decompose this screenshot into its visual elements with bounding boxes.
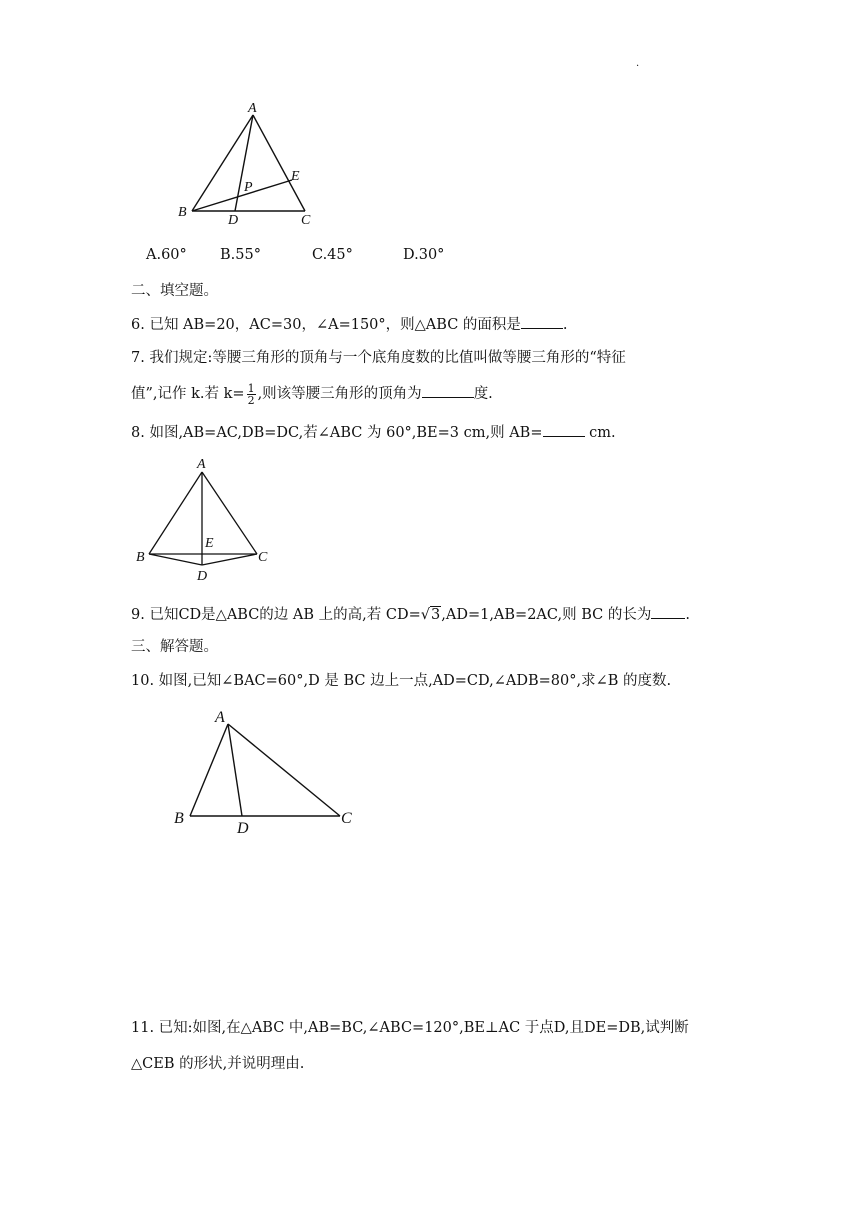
fig3-side-ab: [190, 724, 228, 816]
q8-answer-blank[interactable]: [543, 422, 585, 437]
q9-text: 9. 已知CD是△ABC的边 AB 上的高,若 CD=: [131, 607, 421, 623]
fig1-label-e: E: [291, 169, 300, 184]
fig2-label-a: A: [197, 457, 206, 472]
q6-end: .: [562, 317, 568, 333]
q5-option-d: D.30°: [403, 247, 445, 263]
fig1-segment-be: [192, 180, 292, 211]
q9-sqrt: √3: [420, 607, 441, 623]
fig2-label-d: D: [197, 569, 208, 584]
fig1-side-ac: [253, 115, 305, 211]
fig2-label-c: C: [258, 550, 268, 565]
fig2-side-bd: [149, 554, 202, 565]
question-10: 10. 如图,已知∠BAC=60°,D 是 BC 边上一点,AD=CD,∠ADB=80°,求∠B 的度数.: [131, 673, 672, 689]
fig3-label-c: C: [341, 810, 352, 827]
fig3-side-ac: [228, 724, 340, 816]
fig1-label-b: B: [178, 205, 187, 220]
q5-option-c: C.45°: [312, 247, 353, 263]
figure-triangle-1: [170, 100, 330, 230]
q5-option-a: A.60°: [146, 247, 187, 263]
fig2-label-b: B: [136, 550, 145, 565]
q6-text: 6. 已知 AB=20，AC=30，∠A=150°，则△ABC 的面积是: [131, 317, 521, 333]
q5-option-b: B.55°: [220, 247, 261, 263]
q8-end: cm.: [584, 425, 616, 441]
q7-fraction: [247, 383, 256, 406]
figure-triangle-2: [130, 455, 280, 587]
question-8: [131, 422, 616, 443]
question-9: [131, 604, 690, 625]
section-2-heading: 二、填空题。: [131, 283, 218, 299]
q6-answer-blank[interactable]: [521, 314, 563, 329]
fig3-label-d: D: [237, 820, 249, 837]
q7-fraction-denominator: 2: [247, 393, 255, 407]
question-6: [131, 314, 568, 335]
fig2-side-ab: [149, 472, 202, 554]
question-7-line-1: 7. 我们规定:等腰三角形的顶角与一个底角度数的比值叫做等腰三角形的“特征: [131, 350, 626, 366]
q7-answer-blank[interactable]: [422, 383, 474, 398]
fig1-label-p: P: [244, 180, 253, 195]
section-3-heading: 三、解答题。: [131, 639, 218, 655]
q8-text: 8. 如图,AB=AC,DB=DC,若∠ABC 为 60°,BE=3 cm,则 AB=: [131, 425, 543, 441]
fig2-label-e: E: [205, 536, 214, 551]
q7-fraction-numerator: 1: [247, 381, 255, 395]
q7-text-b: ,则该等腰三角形的顶角为: [257, 386, 422, 402]
fig3-label-a: A: [215, 709, 225, 726]
fig1-label-d: D: [228, 213, 239, 228]
q9-rest: ,AD=1,AB=2AC,则 BC 的长为: [441, 607, 652, 623]
q9-end: .: [685, 607, 690, 623]
figure-triangle-3: [168, 700, 368, 840]
fig1-label-c: C: [301, 213, 311, 228]
page-dot: .: [636, 58, 640, 69]
q9-answer-blank[interactable]: [651, 604, 685, 619]
question-7-line-2: [131, 381, 493, 407]
fig1-label-a: A: [248, 101, 257, 116]
q9-radicand: 3: [431, 607, 441, 623]
question-11-line-2: △CEB 的形状,并说明理由.: [131, 1056, 305, 1072]
q7-text-c: 度.: [473, 386, 493, 402]
q7-text-a: 值”,记作 k.若 k=: [131, 386, 245, 402]
fig3-label-b: B: [174, 810, 184, 827]
fig3-segment-ad: [228, 724, 242, 816]
question-11-line-1: 11. 已知:如图,在△ABC 中,AB=BC,∠ABC=120°,BE⊥AC 于点D,且DE=DB,试判断: [131, 1020, 689, 1036]
fig2-side-cd: [202, 554, 257, 565]
